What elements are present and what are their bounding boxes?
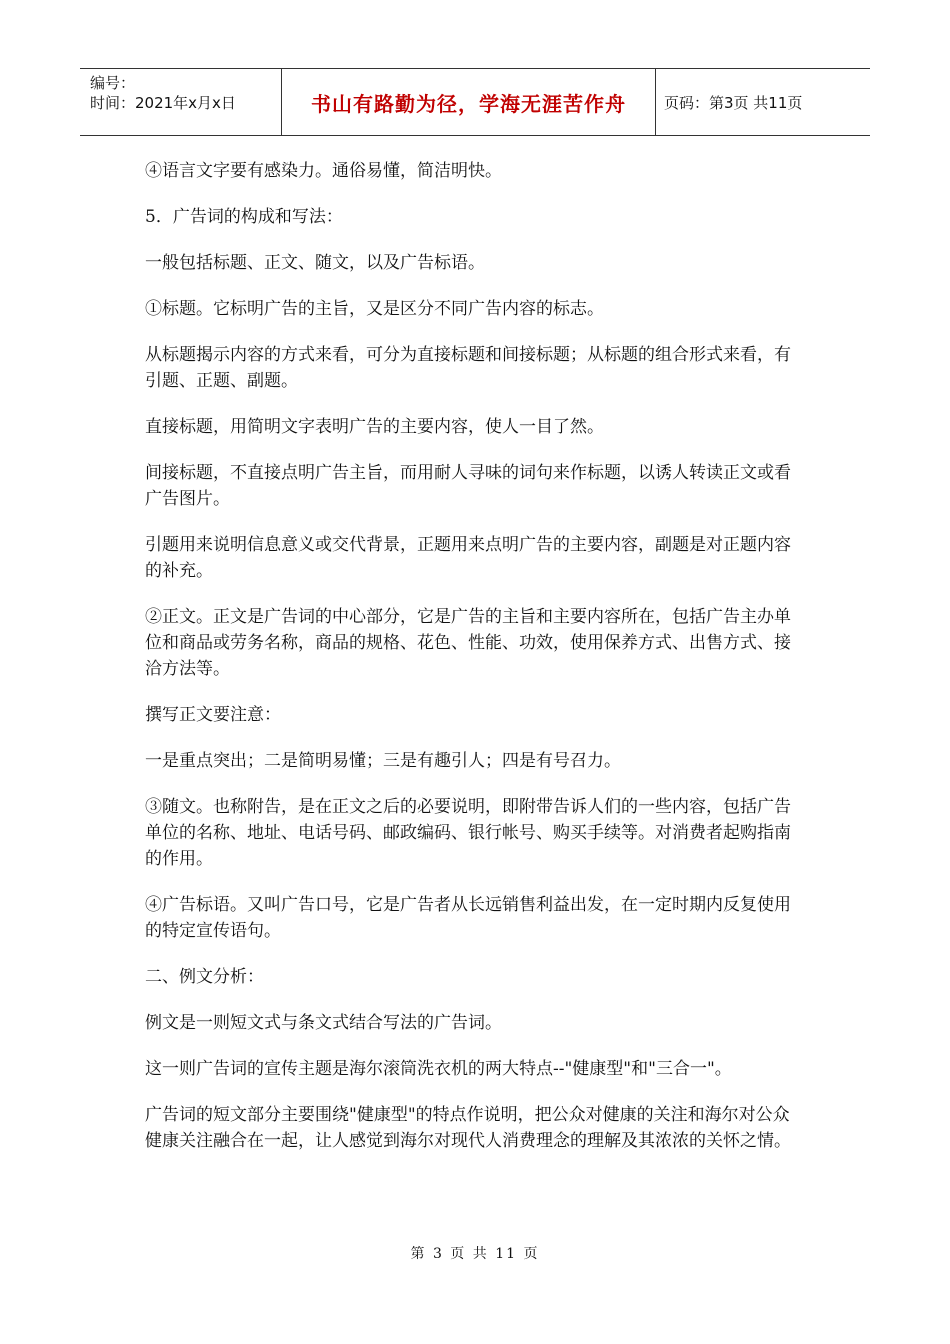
paragraph: 广告词的短文部分主要围绕"健康型"的特点作说明，把公众对健康的关注和海尔对公众健康关注融合在一起，让人感觉到海尔对现代人消费理念的理解及其浓浓的关怀之情。 (145, 1105, 791, 1151)
document-body (145, 158, 805, 1174)
paragraph: 引题用来说明信息意义或交代背景，正题用来点明广告的主要内容，副题是对正题内容的补充。 (145, 535, 791, 581)
paragraph: ④广告标语。又叫广告口号，它是广告者从长远销售利益出发，在一定时期内反复使用的特定宣传语句。 (145, 895, 791, 941)
document-number-label: 编号： (90, 74, 136, 92)
paragraph: 间接标题，不直接点明广告主旨，而用耐人寻味的词句来作标题，以诱人转读正文或看广告图片。 (145, 463, 791, 509)
paragraph: 一是重点突出；二是简明易懂；三是有趣引人；四是有号召力。 (145, 751, 621, 771)
paragraph: ④语言文字要有感染力。通俗易懂，简洁明快。 (145, 161, 502, 181)
header-meta (80, 69, 282, 135)
paragraph: 从标题揭示内容的方式来看，可分为直接标题和间接标题；从标题的组合形式来看，有引题、正题、副题。 (145, 345, 791, 391)
section-heading: 二、例文分析： (145, 967, 264, 987)
paragraph: ②正文。正文是广告词的中心部分，它是广告的主旨和主要内容所在，包括广告主办单位和商品或劳务名称，商品的规格、花色、性能、功效，使用保养方式、出售方式、接洽方法等。 (145, 607, 791, 679)
paragraph: 一般包括标题、正文、随文，以及广告标语。 (145, 253, 485, 273)
paragraph: ③随文。也称附告，是在正文之后的必要说明，即附带告诉人们的一些内容，包括广告单位的名称、地址、电话号码、邮政编码、银行帐号、购买手续等。对消费者起购指南的作用。 (145, 797, 791, 869)
paragraph: 这一则广告词的宣传主题是海尔滚筒洗衣机的两大特点--"健康型"和"三合一"。 (145, 1059, 732, 1079)
document-date: 时间：2021年x月x日 (90, 94, 236, 112)
paragraph: ①标题。它标明广告的主旨，又是区分不同广告内容的标志。 (145, 299, 604, 319)
page-header (80, 68, 870, 136)
header-motto: 书山有路勤为径，学海无涯苦作舟 (282, 69, 656, 135)
paragraph: 例文是一则短文式与条文式结合写法的广告词。 (145, 1013, 502, 1033)
paragraph: 撰写正文要注意： (145, 705, 281, 725)
header-page-info: 页码：第3页 共11页 (664, 93, 803, 112)
section-heading: 5．广告词的构成和写法： (145, 207, 343, 227)
page-footer: 第 3 页 共 11 页 (410, 1246, 540, 1262)
paragraph: 直接标题，用简明文字表明广告的主要内容，使人一目了然。 (145, 417, 604, 437)
